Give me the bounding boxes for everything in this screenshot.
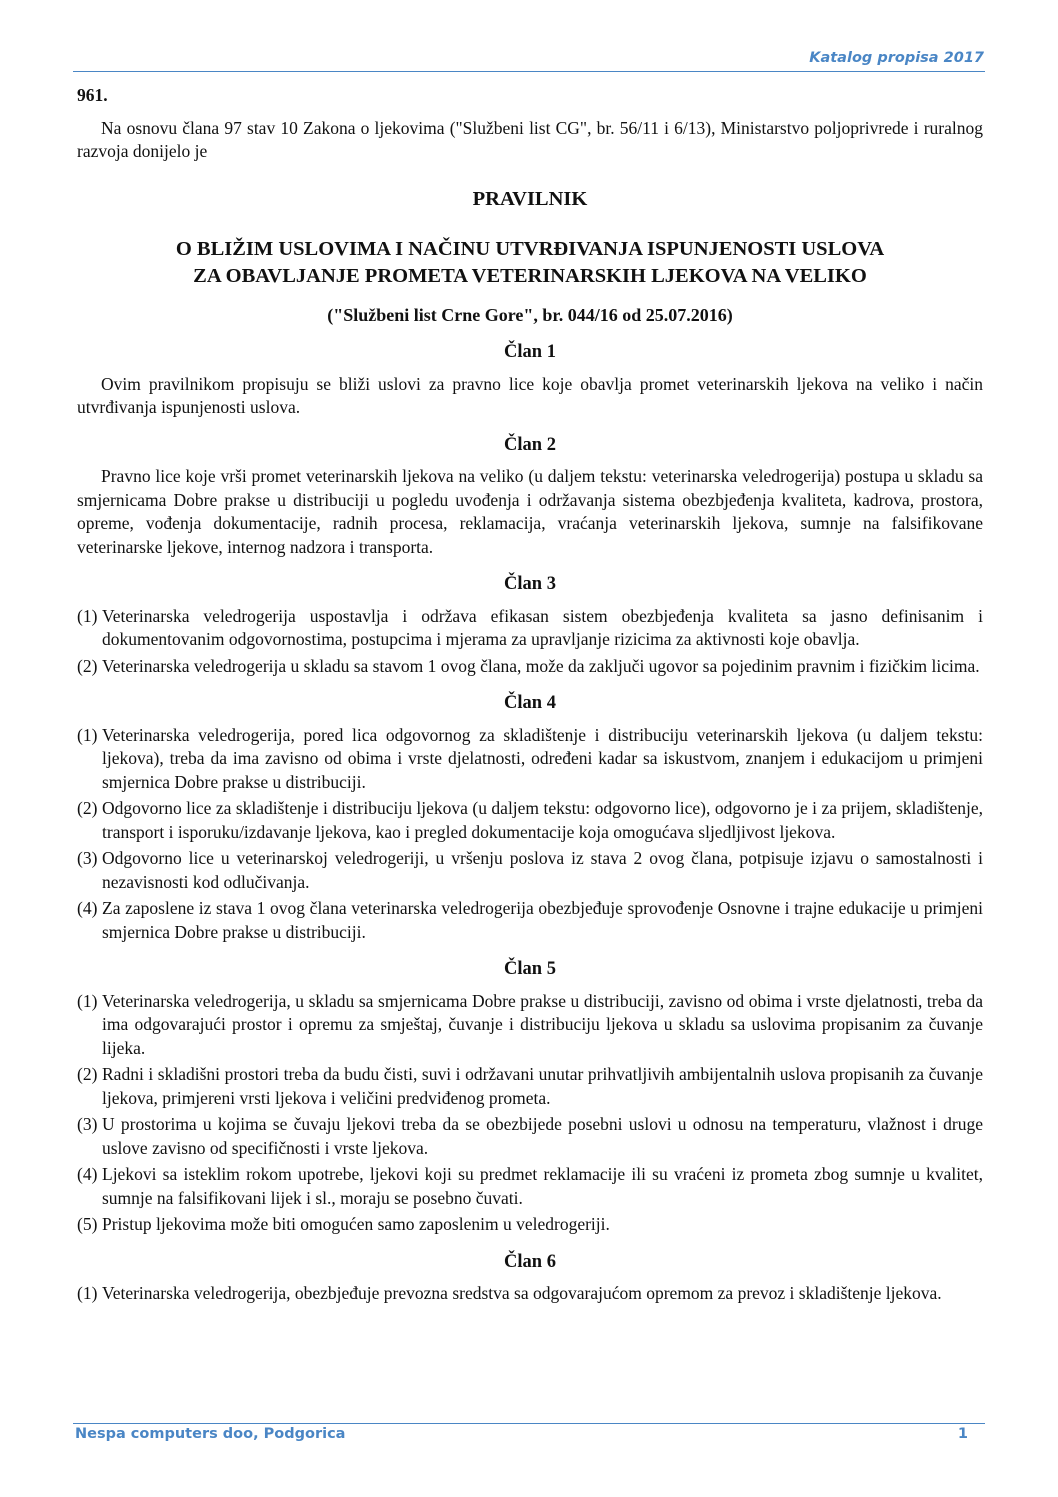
article-item [77,1282,983,1306]
article-item [77,1213,983,1237]
article-heading: Član 5 [504,959,556,979]
item-text: U prostorima u kojima se čuvaju ljekovi treba da se obezbijede posebni uslovi u odnosu na temperaturu, vlažnost i druge uslove zavisno od specifičnosti i vrste ljekova. [102,1114,983,1158]
footer-company: Nespa computers doo, Podgorica [75,1426,346,1442]
item-text: Radni i skladišni prostori treba da budu čisti, suvi i održavani unutar prihvatljivih ambijentalnih uslova propisanih za čuvanje ljekova, primjereni vrsti ljekova i veličini predviđenog prometa. [102,1064,983,1108]
item-number: (1) [77,990,98,1011]
gazette-reference: ("Službeni list Crne Gore", br. 044/16 od 25.07.2016) [327,304,733,325]
document-body [77,84,983,1309]
item-number: (3) [77,848,98,868]
article-item [77,605,983,652]
article-heading: Član 4 [504,693,556,713]
item-text: Ljekovi sa isteklim rokom upotrebe, ljekovi koji su predmet reklamacije ili su vraćeni iz prometa zbog sumnje u kvalitet, sumnje na falsifikovani lijek i sl., moraju se posebno čuvati. [102,1164,983,1208]
item-number: (1) [77,1283,98,1303]
page-number: 1 [957,1426,968,1442]
article-item [77,1063,983,1110]
item-text: Veterinarska veledrogerija u skladu sa stavom 1 ovog člana, može da zaključi ugovor sa pojedinim pravnim i fizičkim licima. [102,655,980,676]
article-item [77,1113,983,1160]
article-heading: Član 3 [504,574,556,594]
catalog-header: Katalog propisa 2017 [809,50,984,66]
subtitle-line: O BLIŽIM USLOVIMA I NAČINU UTVRĐIVANJA ISPUNJENOSTI USLOVA [175,237,885,260]
article-paragraph: Ovim pravilnikom propisuju se bliži uslovi za pravno lice koje obavlja promet veterinarskih ljekova na veliko i način utvrđivanja ispunjenosti uslova. [77,373,983,417]
article-item [77,847,983,894]
item-text: Veterinarska veledrogerija, pored lica odgovornog za skladištenje i distribuciju veterinarskih ljekova (u daljem tekstu: ljekova), treba da ima zavisno od obima i vrste djelatnosti, određeni kadar sa iskustvom, znanjem i edukacijom u primjeni smjernica Dobre prakse u distribuciji. [102,724,983,792]
item-number: (4) [77,898,98,918]
document-number: 961. [77,85,108,105]
item-text: Pristup ljekovima može biti omogućen samo zaposlenim u veledrogeriji. [102,1214,610,1234]
item-number: (3) [77,1114,98,1134]
item-number: (2) [77,1064,98,1084]
item-text: Veterinarska veledrogerija, obezbjeđuje prevozna sredstva sa odgovarajućom opremom za prevoz i skladištenje ljekova. [102,1283,942,1303]
item-text: Odgovorno lice za skladištenje i distribuciju ljekova (u daljem tekstu: odgovorno lice), odgovorno je i za prijem, skladištenje, transport i isporuku/izdavanje ljekova, kao i pregled dokumentacije koja omogućava sljedljivost ljekova. [102,798,983,842]
article-item [77,655,983,679]
item-number: (1) [77,605,98,626]
subtitle-line: ZA OBAVLJANJE PROMETA VETERINARSKIH LJEKOVA NA VELIKO [193,264,867,287]
item-number: (2) [77,798,98,818]
article-item [77,897,983,944]
article-item [77,797,983,844]
footer-divider [73,1423,985,1424]
article-heading: Član 1 [504,342,556,362]
article-item [77,990,983,1061]
item-text: Veterinarska veledrogerija, u skladu sa smjernicama Dobre prakse u distribuciji, zavisno od obima i vrste djelatnosti, treba da ima odgovarajući prostor i opremu za smještaj, čuvanje i distribuciju ljekova u skladu sa uslovima propisanim za čuvanje lijeka. [102,990,983,1058]
intro-paragraph: Na osnovu člana 97 stav 10 Zakona o ljekovima ("Službeni list CG", br. 56/11 i 6/13), Ministarstvo poljoprivrede i ruralnog razvoja donijelo je [77,117,983,161]
article-paragraph: Pravno lice koje vrši promet veterinarskih ljekova na veliko (u daljem tekstu: veterinarska veledrogerija) postupa u skladu sa smjernicama Dobre prakse u distribuciji u pogledu uvođenja i održavanja sistema obezbjeđenja kvaliteta, kadrova, prostora, opreme, vođenja dokumentacije, radnih procesa, reklamacija, vraćanja veterinarskih ljekova, sumnje na falsifikovane veterinarske ljekove, internog nadzora i transporta. [77,466,983,557]
article-heading: Član 6 [504,1251,556,1272]
article-item [77,1163,983,1210]
item-text: Odgovorno lice u veterinarskoj veledrogeriji, u vršenju poslova iz stava 2 ovog člana, potpisuje izjavu o samostalnosti i nezavisnosti kod odlučivanja. [102,848,983,892]
item-text: Veterinarska veledrogerija uspostavlja i održava efikasan sistem obezbjeđenja kvaliteta sa jasno definisanim i dokumentovanim odgovornostima, postupcima i mjerama za upravljanje rizicima za aktivnosti koje obavlja. [102,605,983,649]
header-divider [73,71,985,72]
item-number: (1) [77,724,98,745]
article-item [77,724,983,795]
item-number: (4) [77,1164,98,1184]
document-title: PRAVILNIK [472,187,588,210]
document-subtitle [77,236,983,290]
item-number: (5) [77,1214,98,1234]
article-heading: Član 2 [504,434,556,455]
item-text: Za zaposlene iz stava 1 ovog člana veterinarska veledrogerija obezbjeđuje sprovođenje Osnovne i trajne edukacije u primjeni smjernica Dobre prakse u distribuciji. [102,898,983,942]
item-number: (2) [77,655,98,676]
